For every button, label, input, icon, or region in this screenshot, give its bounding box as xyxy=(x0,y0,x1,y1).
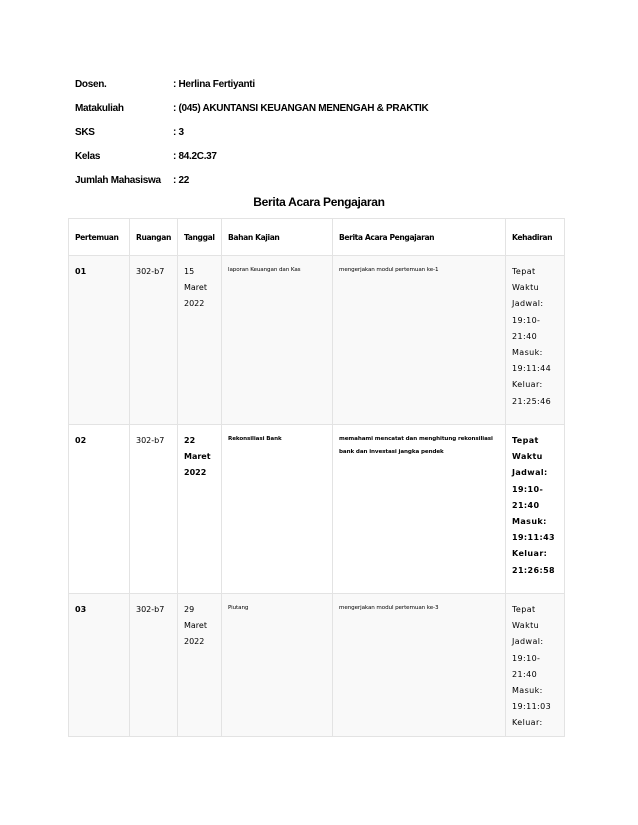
info-label: Matakuliah xyxy=(75,102,124,114)
table-header-row xyxy=(69,219,565,256)
attendance-line: Tepat xyxy=(512,605,536,614)
info-value: : 84.2C.37 xyxy=(173,151,217,163)
date-year: 2022 xyxy=(184,468,207,478)
attendance-line: Keluar: xyxy=(512,380,543,390)
cell-tanggal xyxy=(178,256,222,425)
cell-pertemuan: 01 xyxy=(69,256,130,425)
document-title: Berita Acara Pengajaran xyxy=(253,195,385,209)
info-value: : 3 xyxy=(173,126,184,138)
attendance-line: Jadwal: xyxy=(512,299,544,309)
cell-ruangan: 302-b7 xyxy=(130,425,178,594)
cell-bahan-kajian: laporan Keuangan dan Kas xyxy=(222,256,333,425)
cell-berita-acara: memahami mencatat dan menghitung rekonsiliasi bank dan investasi jangka pendek xyxy=(333,425,506,594)
table-row xyxy=(69,256,565,425)
date-day: 29 xyxy=(184,605,195,614)
cell-pertemuan: 02 xyxy=(69,425,130,594)
cell-ruangan: 302-b7 xyxy=(130,594,178,737)
attendance-line: 21:25:46 xyxy=(512,396,552,406)
attendance-line: 19:11:43 xyxy=(512,533,555,543)
attendance-line: Jadwal: xyxy=(512,637,544,647)
info-value: : 22 xyxy=(173,175,190,187)
column-header-ruangan: Ruangan xyxy=(130,219,178,256)
attendance-line: Waktu xyxy=(512,283,540,293)
cell-tanggal xyxy=(178,425,222,594)
info-label: Jumlah Mahasiswa xyxy=(75,175,161,187)
cell-ruangan: 302-b7 xyxy=(130,256,178,425)
teaching-report-table xyxy=(68,218,565,737)
attendance-line: Masuk: xyxy=(512,348,543,358)
info-label: Dosen. xyxy=(75,78,107,90)
attendance-line: 19:11:03 xyxy=(512,702,552,712)
column-header-berita-acara: Berita Acara Pengajaran xyxy=(333,219,506,256)
attendance-line: Waktu xyxy=(512,621,540,631)
course-info xyxy=(75,72,555,193)
date-year: 2022 xyxy=(184,637,205,647)
info-row-kelas xyxy=(75,145,555,169)
attendance-line: Tepat xyxy=(512,436,539,445)
cell-kehadiran xyxy=(506,425,565,594)
attendance-line: 19:11:44 xyxy=(512,364,552,374)
info-label: Kelas xyxy=(75,151,101,163)
attendance-line: 21:40 xyxy=(512,331,538,341)
attendance-line: 21:40 xyxy=(512,500,540,510)
cell-bahan-kajian: Rekonsiliasi Bank xyxy=(222,425,333,594)
date-day: 22 xyxy=(184,436,196,445)
date-year: 2022 xyxy=(184,299,205,309)
attendance-line: 21:26:58 xyxy=(512,565,555,575)
date-day: 15 xyxy=(184,267,195,276)
cell-berita-acara: mengerjakan modul pertemuan ke-3 xyxy=(333,594,506,737)
info-label: SKS xyxy=(75,126,95,138)
info-value: : Herlina Fertiyanti xyxy=(173,78,255,90)
table-row xyxy=(69,594,565,737)
table-row xyxy=(69,425,565,594)
cell-pertemuan: 03 xyxy=(69,594,130,737)
info-row-jumlah-mahasiswa xyxy=(75,169,555,193)
date-month: Maret xyxy=(184,621,207,631)
attendance-line: 21:40 xyxy=(512,669,538,679)
attendance-line: Keluar: xyxy=(512,549,548,559)
info-row-dosen xyxy=(75,72,555,96)
column-header-tanggal: Tanggal xyxy=(178,219,222,256)
column-header-bahan-kajian: Bahan Kajian xyxy=(222,219,333,256)
info-row-sks xyxy=(75,120,555,144)
cell-kehadiran xyxy=(506,594,565,737)
attendance-line: Waktu xyxy=(512,452,543,462)
cell-berita-acara: mengerjakan modul pertemuan ke-1 xyxy=(333,256,506,425)
date-month: Maret xyxy=(184,452,211,462)
cell-kehadiran xyxy=(506,256,565,425)
date-month: Maret xyxy=(184,283,207,293)
attendance-line: Masuk: xyxy=(512,517,547,527)
attendance-line: Jadwal: xyxy=(512,468,548,478)
info-value: : (045) AKUNTANSI KEUANGAN MENENGAH & PRAKTIK xyxy=(173,102,429,114)
attendance-line: 19:10- xyxy=(512,315,541,325)
attendance-line: Masuk: xyxy=(512,686,543,696)
attendance-line: 19:10- xyxy=(512,484,544,494)
attendance-line: 19:10- xyxy=(512,653,541,663)
attendance-line: Tepat xyxy=(512,267,536,276)
cell-tanggal xyxy=(178,594,222,737)
column-header-pertemuan: Pertemuan xyxy=(69,219,130,256)
column-header-kehadiran: Kehadiran xyxy=(506,219,565,256)
attendance-line: Keluar: xyxy=(512,718,543,728)
cell-bahan-kajian: Piutang xyxy=(222,594,333,737)
info-row-matakuliah xyxy=(75,96,555,120)
